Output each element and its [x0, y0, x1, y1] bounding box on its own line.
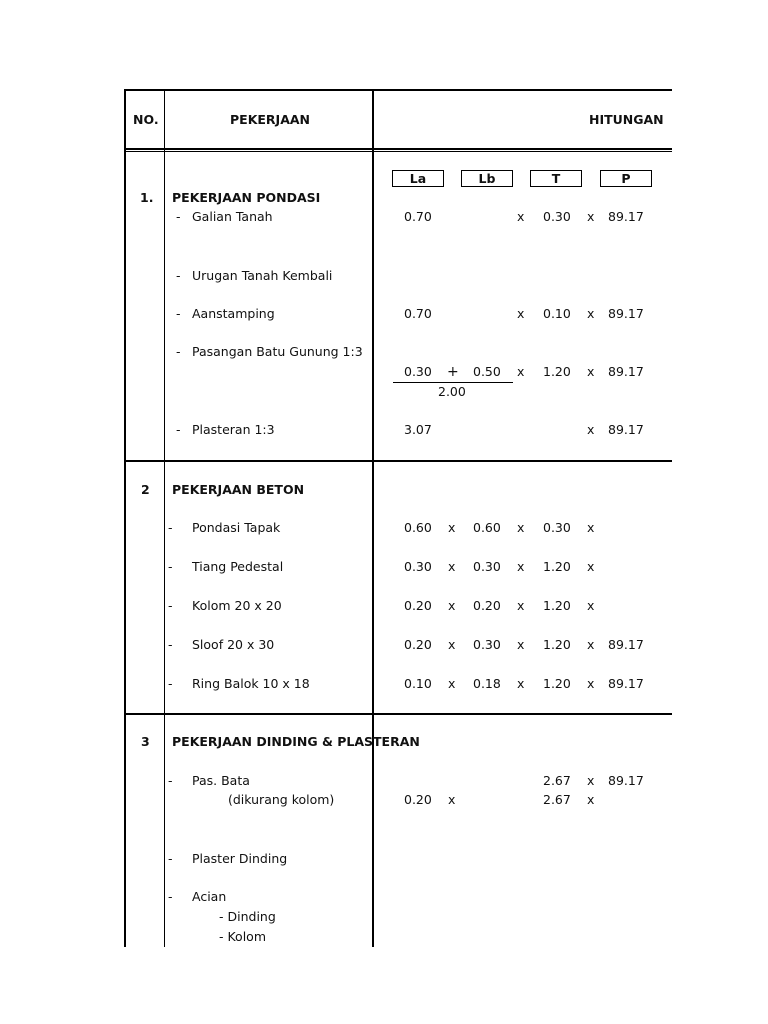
row-la: 0.60 [404, 520, 432, 535]
row-label: Pondasi Tapak [192, 520, 281, 535]
header-bottom-border [124, 148, 672, 150]
row-op2: x [517, 559, 525, 574]
row-dash: - [168, 851, 173, 866]
row-op2: x [517, 364, 525, 379]
section-2-number: 2 [141, 482, 150, 497]
header-bottom-border-2 [124, 151, 672, 152]
row-t: 2.67 [543, 792, 571, 807]
row-op2: x [517, 676, 525, 691]
row-t: 1.20 [543, 364, 571, 379]
row-label: - Kolom [219, 929, 267, 944]
row-label: Aanstamping [192, 306, 275, 321]
row-dash: - [176, 209, 181, 224]
row-dash: - [168, 637, 173, 652]
row-label: Tiang Pedestal [192, 559, 284, 574]
header-hitungan: HITUNGAN [589, 112, 664, 127]
row-p: 89.17 [608, 676, 644, 691]
no-column-divider [164, 89, 165, 947]
row-label: Kolom 20 x 20 [192, 598, 282, 613]
column-box-p: P [600, 170, 652, 187]
header-no: NO. [133, 112, 159, 127]
row-t: 1.20 [543, 676, 571, 691]
row-label: Pasangan Batu Gunung 1:3 [192, 344, 363, 359]
row-op3: x [587, 306, 595, 321]
row-divisor: 2.00 [438, 384, 466, 399]
section-1-number: 1. [140, 190, 154, 205]
section-3-title: PEKERJAAN DINDING & PLASTERAN [172, 734, 420, 749]
row-p: 89.17 [608, 773, 644, 788]
row-op3: x [587, 637, 595, 652]
row-dash: - [168, 773, 173, 788]
row-dash: - [168, 889, 173, 904]
row-la: 0.30 [404, 559, 432, 574]
header-pekerjaan: PEKERJAAN [230, 112, 311, 127]
row-label: (dikurang kolom) [228, 792, 335, 807]
row-t: 1.20 [543, 559, 571, 574]
row-op1: x [448, 637, 456, 652]
row-op1: x [448, 792, 456, 807]
row-la: 3.07 [404, 422, 432, 437]
row-la: 0.70 [404, 306, 432, 321]
row-dash: - [176, 344, 181, 359]
section-1-bottom-border [124, 460, 672, 462]
section-2-title: PEKERJAAN BETON [172, 482, 305, 497]
row-dash: - [176, 268, 181, 283]
row-t: 0.30 [543, 209, 571, 224]
row-la: 0.30 [404, 364, 432, 379]
row-la: 0.20 [404, 792, 432, 807]
row-dash: - [176, 422, 181, 437]
row-op3: x [587, 422, 595, 437]
column-box-la: La [392, 170, 444, 187]
row-op3: x [587, 520, 595, 535]
row-op2: x [517, 209, 525, 224]
row-op3: x [587, 676, 595, 691]
pekerjaan-column-divider [372, 89, 374, 947]
row-la: 0.20 [404, 637, 432, 652]
fraction-bar [393, 382, 513, 383]
row-op1: x [448, 598, 456, 613]
row-op1: + [447, 364, 459, 380]
row-label: Plasteran 1:3 [192, 422, 275, 437]
row-op1: x [448, 520, 456, 535]
row-op3: x [587, 364, 595, 379]
row-la: 0.20 [404, 598, 432, 613]
row-p: 89.17 [608, 306, 644, 321]
row-op3: x [587, 598, 595, 613]
row-p: 89.17 [608, 637, 644, 652]
column-box-t: T [530, 170, 582, 187]
column-box-lb: Lb [461, 170, 513, 187]
row-label: Plaster Dinding [192, 851, 288, 866]
row-label: Sloof 20 x 30 [192, 637, 275, 652]
row-lb: 0.50 [473, 364, 501, 379]
row-label: - Dinding [219, 909, 276, 924]
row-lb: 0.30 [473, 559, 501, 574]
row-lb: 0.30 [473, 637, 501, 652]
row-label: Pas. Bata [192, 773, 250, 788]
row-t: 0.10 [543, 306, 571, 321]
row-la: 0.70 [404, 209, 432, 224]
section-2-bottom-border [124, 713, 672, 715]
row-t: 2.67 [543, 773, 571, 788]
row-t: 0.30 [543, 520, 571, 535]
row-la: 0.10 [404, 676, 432, 691]
row-label: Galian Tanah [192, 209, 273, 224]
row-dash: - [176, 306, 181, 321]
row-op3: x [587, 773, 595, 788]
row-p: 89.17 [608, 422, 644, 437]
row-t: 1.20 [543, 637, 571, 652]
row-op2: x [517, 520, 525, 535]
row-op2: x [517, 637, 525, 652]
row-op1: x [448, 559, 456, 574]
row-op3: x [587, 209, 595, 224]
row-op2: x [517, 306, 525, 321]
row-dash: - [168, 598, 173, 613]
row-op3: x [587, 559, 595, 574]
row-lb: 0.20 [473, 598, 501, 613]
row-t: 1.20 [543, 598, 571, 613]
section-1-title: PEKERJAAN PONDASI [172, 190, 321, 205]
row-lb: 0.60 [473, 520, 501, 535]
row-lb: 0.18 [473, 676, 501, 691]
section-3-number: 3 [141, 734, 150, 749]
row-dash: - [168, 676, 173, 691]
row-p: 89.17 [608, 209, 644, 224]
row-label: Acian [192, 889, 227, 904]
row-dash: - [168, 520, 173, 535]
table-top-border [124, 89, 672, 91]
row-op3: x [587, 792, 595, 807]
row-op2: x [517, 598, 525, 613]
table-left-border [124, 89, 126, 947]
row-dash: - [168, 559, 173, 574]
row-p: 89.17 [608, 364, 644, 379]
row-label: Urugan Tanah Kembali [192, 268, 333, 283]
row-label: Ring Balok 10 x 18 [192, 676, 310, 691]
row-op1: x [448, 676, 456, 691]
